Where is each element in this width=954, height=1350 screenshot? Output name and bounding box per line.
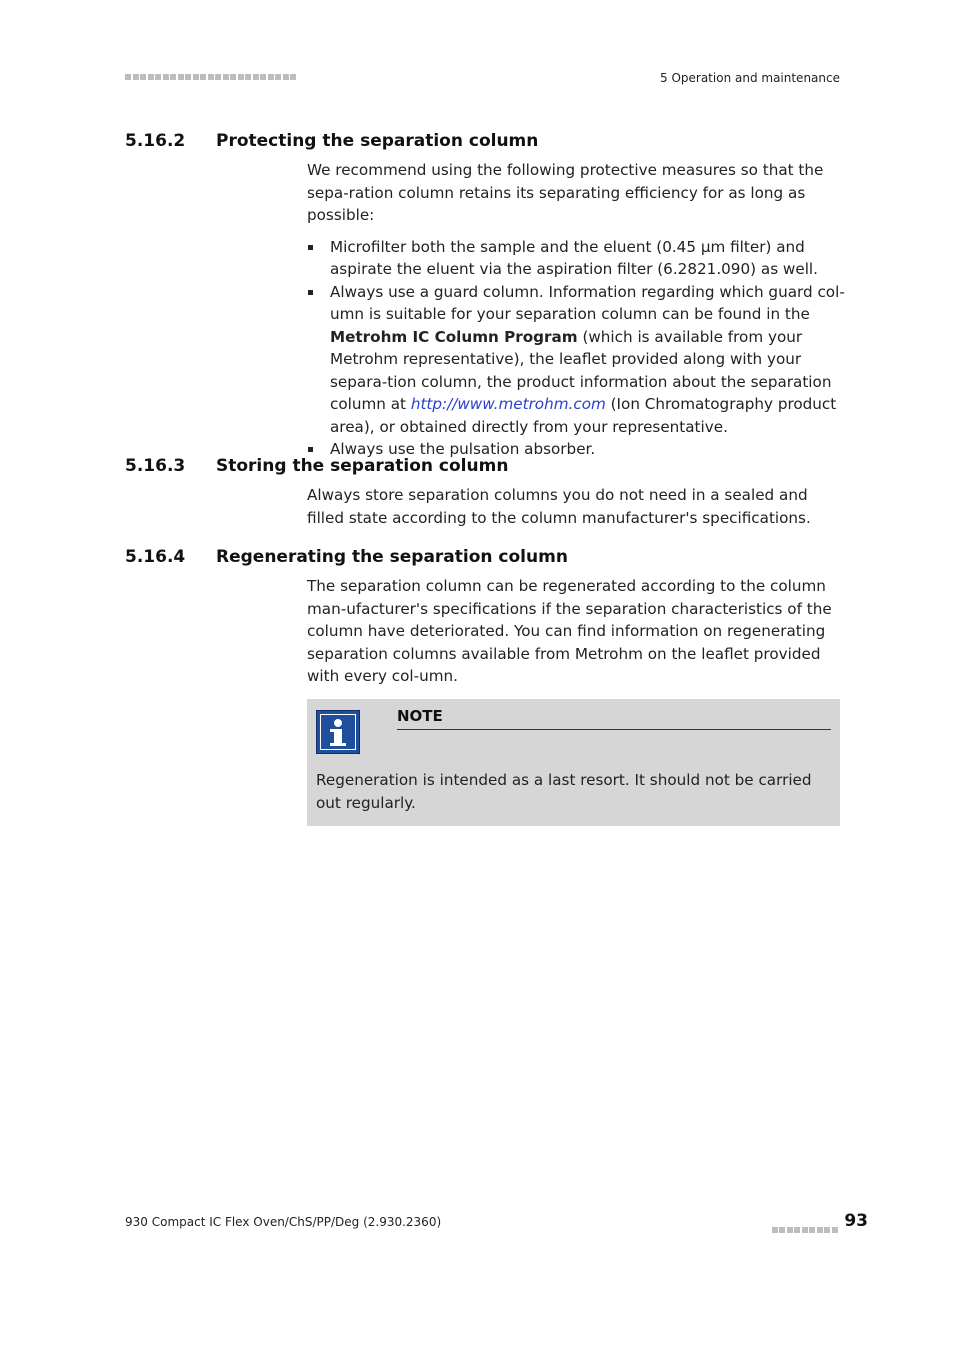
product-name: 930 Compact IC Flex Oven/ChS/PP/Deg (2.930.2360): [125, 1215, 442, 1229]
page-number: 93: [844, 1211, 868, 1231]
section-body-5-16-3: [307, 484, 847, 529]
note-box: [307, 699, 840, 826]
header-decoration: [125, 73, 298, 82]
footer-decoration: [772, 1218, 840, 1237]
bold-term: Metrohm IC Column Program: [330, 327, 578, 346]
intro-paragraph: We recommend using the following protective measures so that the sepa-ration column retains its separating efficiency for as long as possible:: [307, 161, 824, 224]
info-icon: [316, 710, 360, 754]
section-heading-5-16-3: [125, 456, 508, 476]
paragraph: The separation column can be regenerated according to the column man-ufacturer's specifications if the separation characteristics of the column have deteriorated. You can find information on regenerating separation columns available from Metrohm on the leaflet provided with every col-umn.: [307, 577, 832, 685]
chapter-title: 5 Operation and maintenance: [660, 71, 840, 85]
metrohm-link[interactable]: http://www.metrohm.com: [410, 395, 606, 413]
note-title: NOTE: [397, 707, 831, 730]
list-item: [307, 236, 847, 281]
section-body-5-16-2: [307, 159, 847, 461]
section-heading-5-16-4: [125, 547, 568, 567]
section-number: 5.16.2: [125, 131, 186, 151]
section-title: Regenerating the separation column: [216, 547, 568, 567]
section-heading-5-16-2: [125, 131, 538, 151]
list-item-text: Always use the pulsation absorber.: [330, 440, 596, 458]
section-title: Storing the separation column: [216, 456, 509, 476]
section-body-5-16-4: [307, 575, 847, 688]
list-item-text: Microfilter both the sample and the eluent (0.45 µm filter) and aspirate the eluent via the aspiration filter (6.2821.090) as well.: [330, 237, 818, 278]
section-number: 5.16.4: [125, 547, 186, 567]
section-title: Protecting the separation column: [216, 131, 539, 151]
paragraph: Always store separation columns you do not need in a sealed and filled state according to the column manufacturer's specifications.: [307, 486, 811, 527]
list-item-text: Always use a guard column. Information regarding which guard col-umn is suitable for your separation column can be found in the: [330, 282, 845, 323]
note-text: Regeneration is intended as a last resort. It should not be carried out regularly.: [316, 771, 812, 812]
list-item: [307, 281, 847, 439]
section-number: 5.16.3: [125, 456, 186, 476]
list-item-text: (Ion Chromatography product area), or obtained directly from your representative.: [330, 395, 837, 436]
protective-measures-list: [307, 236, 847, 461]
list-item-text: (which is available from your Metrohm representative), the leaflet provided along with your separa-tion column, the product information about the separation column at: [330, 327, 832, 413]
